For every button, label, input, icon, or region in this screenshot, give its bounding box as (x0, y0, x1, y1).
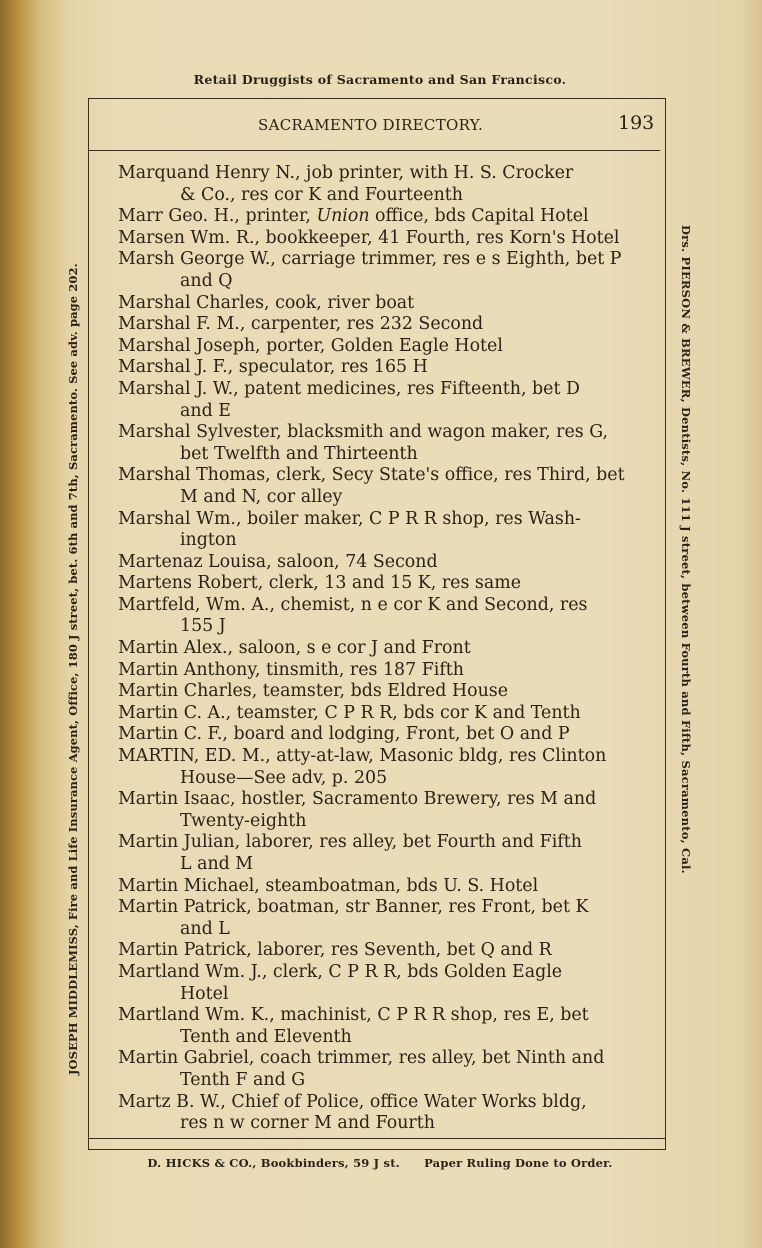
entry-continuation: and E (180, 400, 231, 421)
directory-entry (118, 595, 648, 638)
directory-entry (118, 1005, 648, 1048)
entry-continuation: House—See adv, p. 205 (180, 767, 388, 788)
entry-line: Marshal Sylvester, blacksmith and wagon maker, res G, (118, 422, 609, 443)
page-number: 193 (618, 112, 655, 134)
entry-continuation: M and N, cor alley (180, 486, 343, 507)
directory-entry (118, 379, 648, 422)
entry-line: Martin Gabriel, coach trimmer, res alley, bet Ninth and (118, 1048, 605, 1069)
footer-rule (88, 1138, 666, 1139)
directory-entry (118, 249, 648, 292)
entry-continuation: bet Twelfth and Thirteenth (180, 443, 418, 464)
directory-entry (118, 962, 648, 1005)
entry-line: Marsen Wm. R., bookkeeper, 41 Fourth, res Korn's Hotel (118, 227, 620, 248)
directory-entry (118, 897, 648, 940)
entry-line: Martenaz Louisa, saloon, 74 Second (118, 551, 438, 572)
left-margin-advertisement: JOSEPH MIDDLEMISS, Fire and Life Insurance Agent, Office, 180 J street, bet. 6th and 7th, Sacramento. See adv. page 202. (66, 263, 80, 1075)
entry-line: Martin Isaac, hostler, Sacramento Brewery, res M and (118, 789, 597, 810)
directory-entry (118, 293, 648, 315)
directory-entry (118, 638, 648, 660)
entry-continuation: 155 J (180, 616, 226, 637)
directory-entry (118, 789, 648, 832)
directory-entry (118, 940, 648, 962)
directory-entry (118, 681, 648, 703)
entry-continuation: L and M (180, 854, 254, 874)
entry-line: Martland Wm. J., clerk, C P R R, bds Golden Eagle (118, 961, 563, 982)
entry-line: Marshal Wm., boiler maker, C P R R shop, res Wash- (118, 508, 581, 529)
bottom-ad-bookbinders: D. HICKS & CO., Bookbinders, 59 J st. (147, 1156, 400, 1170)
directory-entries (118, 163, 648, 1135)
entry-continuation: and Q (180, 270, 233, 291)
entry-line: MARTIN, ED. M., atty-at-law, Masonic bldg, res Clinton (118, 746, 607, 767)
directory-entry (118, 832, 648, 875)
directory-entry (118, 746, 648, 789)
entry-line: Marshal Joseph, porter, Golden Eagle Hotel (118, 335, 503, 356)
directory-entry (118, 509, 648, 552)
bottom-advertisement (90, 1156, 670, 1170)
newspaper-name: Union (316, 206, 370, 227)
directory-entry (118, 660, 648, 682)
entry-line: Martin Anthony, tinsmith, res 187 Fifth (118, 659, 464, 680)
directory-entry (118, 552, 648, 574)
entry-continuation: and L (180, 918, 230, 939)
entry-line: Marshal F. M., carpenter, res 232 Second (118, 314, 484, 335)
entry-continuation: Tenth and Eleventh (180, 1026, 352, 1047)
entry-line: Martin Alex., saloon, s e cor J and Front (118, 638, 471, 659)
directory-entry (118, 703, 648, 725)
entry-line: Martin Michael, steamboatman, bds U. S. Hotel (118, 875, 539, 896)
directory-entry (118, 163, 648, 206)
entry-line: Martin C. A., teamster, C P R R, bds cor K and Tenth (118, 702, 581, 723)
entry-line: Martin Charles, teamster, bds Eldred House (118, 681, 509, 702)
directory-entry (118, 573, 648, 595)
top-advertisement: Retail Druggists of Sacramento and San Francisco. (193, 72, 567, 87)
entry-line: Martz B. W., Chief of Police, office Water Works bldg, (118, 1091, 587, 1112)
entry-line: Martfeld, Wm. A., chemist, n e cor K and Second, res (118, 594, 588, 615)
entry-line: Martin Patrick, laborer, res Seventh, bet Q and R (118, 940, 552, 961)
entry-line: Martin Patrick, boatman, str Banner, res Front, bet K (118, 897, 589, 918)
entry-line: Marshal J. F., speculator, res 165 H (118, 357, 428, 378)
directory-entry (118, 336, 648, 358)
entry-continuation: Hotel (180, 983, 229, 1004)
bottom-ad-paper-ruling: Paper Ruling Done to Order. (424, 1156, 613, 1170)
running-head: SACRAMENTO DIRECTORY. (258, 116, 484, 134)
entry-continuation: & Co., res cor K and Fourteenth (180, 184, 463, 205)
entry-continuation: Twenty-eighth (180, 810, 307, 831)
entry-line: Martin C. F., board and lodging, Front, bet O and P (118, 724, 570, 745)
entry-line: Marshal J. W., patent medicines, res Fifteenth, bet D (118, 378, 580, 399)
directory-entry (118, 876, 648, 898)
entry-line: Marshal Charles, cook, river boat (118, 292, 415, 313)
header-rule (88, 150, 660, 151)
entry-line: Marshal Thomas, clerk, Secy State's office, res Third, bet (118, 465, 625, 486)
directory-entry (118, 724, 648, 746)
directory-entry (118, 1048, 648, 1091)
entry-continuation: ington (180, 530, 237, 551)
directory-entry (118, 422, 648, 465)
entry-line: Marr Geo. H., printer, Union office, bds Capital Hotel (118, 206, 589, 227)
directory-entry (118, 357, 648, 379)
directory-entry (118, 206, 648, 228)
directory-entry (118, 228, 648, 250)
entry-line: Martland Wm. K., machinist, C P R R shop, res E, bet (118, 1005, 589, 1026)
entry-line: Marquand Henry N., job printer, with H. S. Crocker (118, 163, 574, 183)
directory-entry (118, 465, 648, 508)
entry-continuation: Tenth F and G (180, 1069, 306, 1090)
entry-line: Martens Robert, clerk, 13 and 15 K, res same (118, 573, 521, 594)
entry-line: Marsh George W., carriage trimmer, res e s Eighth, bet P (118, 249, 622, 270)
entry-continuation: res n w corner M and Fourth (180, 1113, 435, 1134)
entry-line: Martin Julian, laborer, res alley, bet Fourth and Fifth (118, 832, 582, 853)
right-margin-advertisement: Drs. PIERSON & BREWER, Dentists, No. 111 J street, between Fourth and Fifth, Sacramento, Cal. (679, 225, 693, 874)
directory-entry (118, 1092, 648, 1135)
directory-entry (118, 314, 648, 336)
